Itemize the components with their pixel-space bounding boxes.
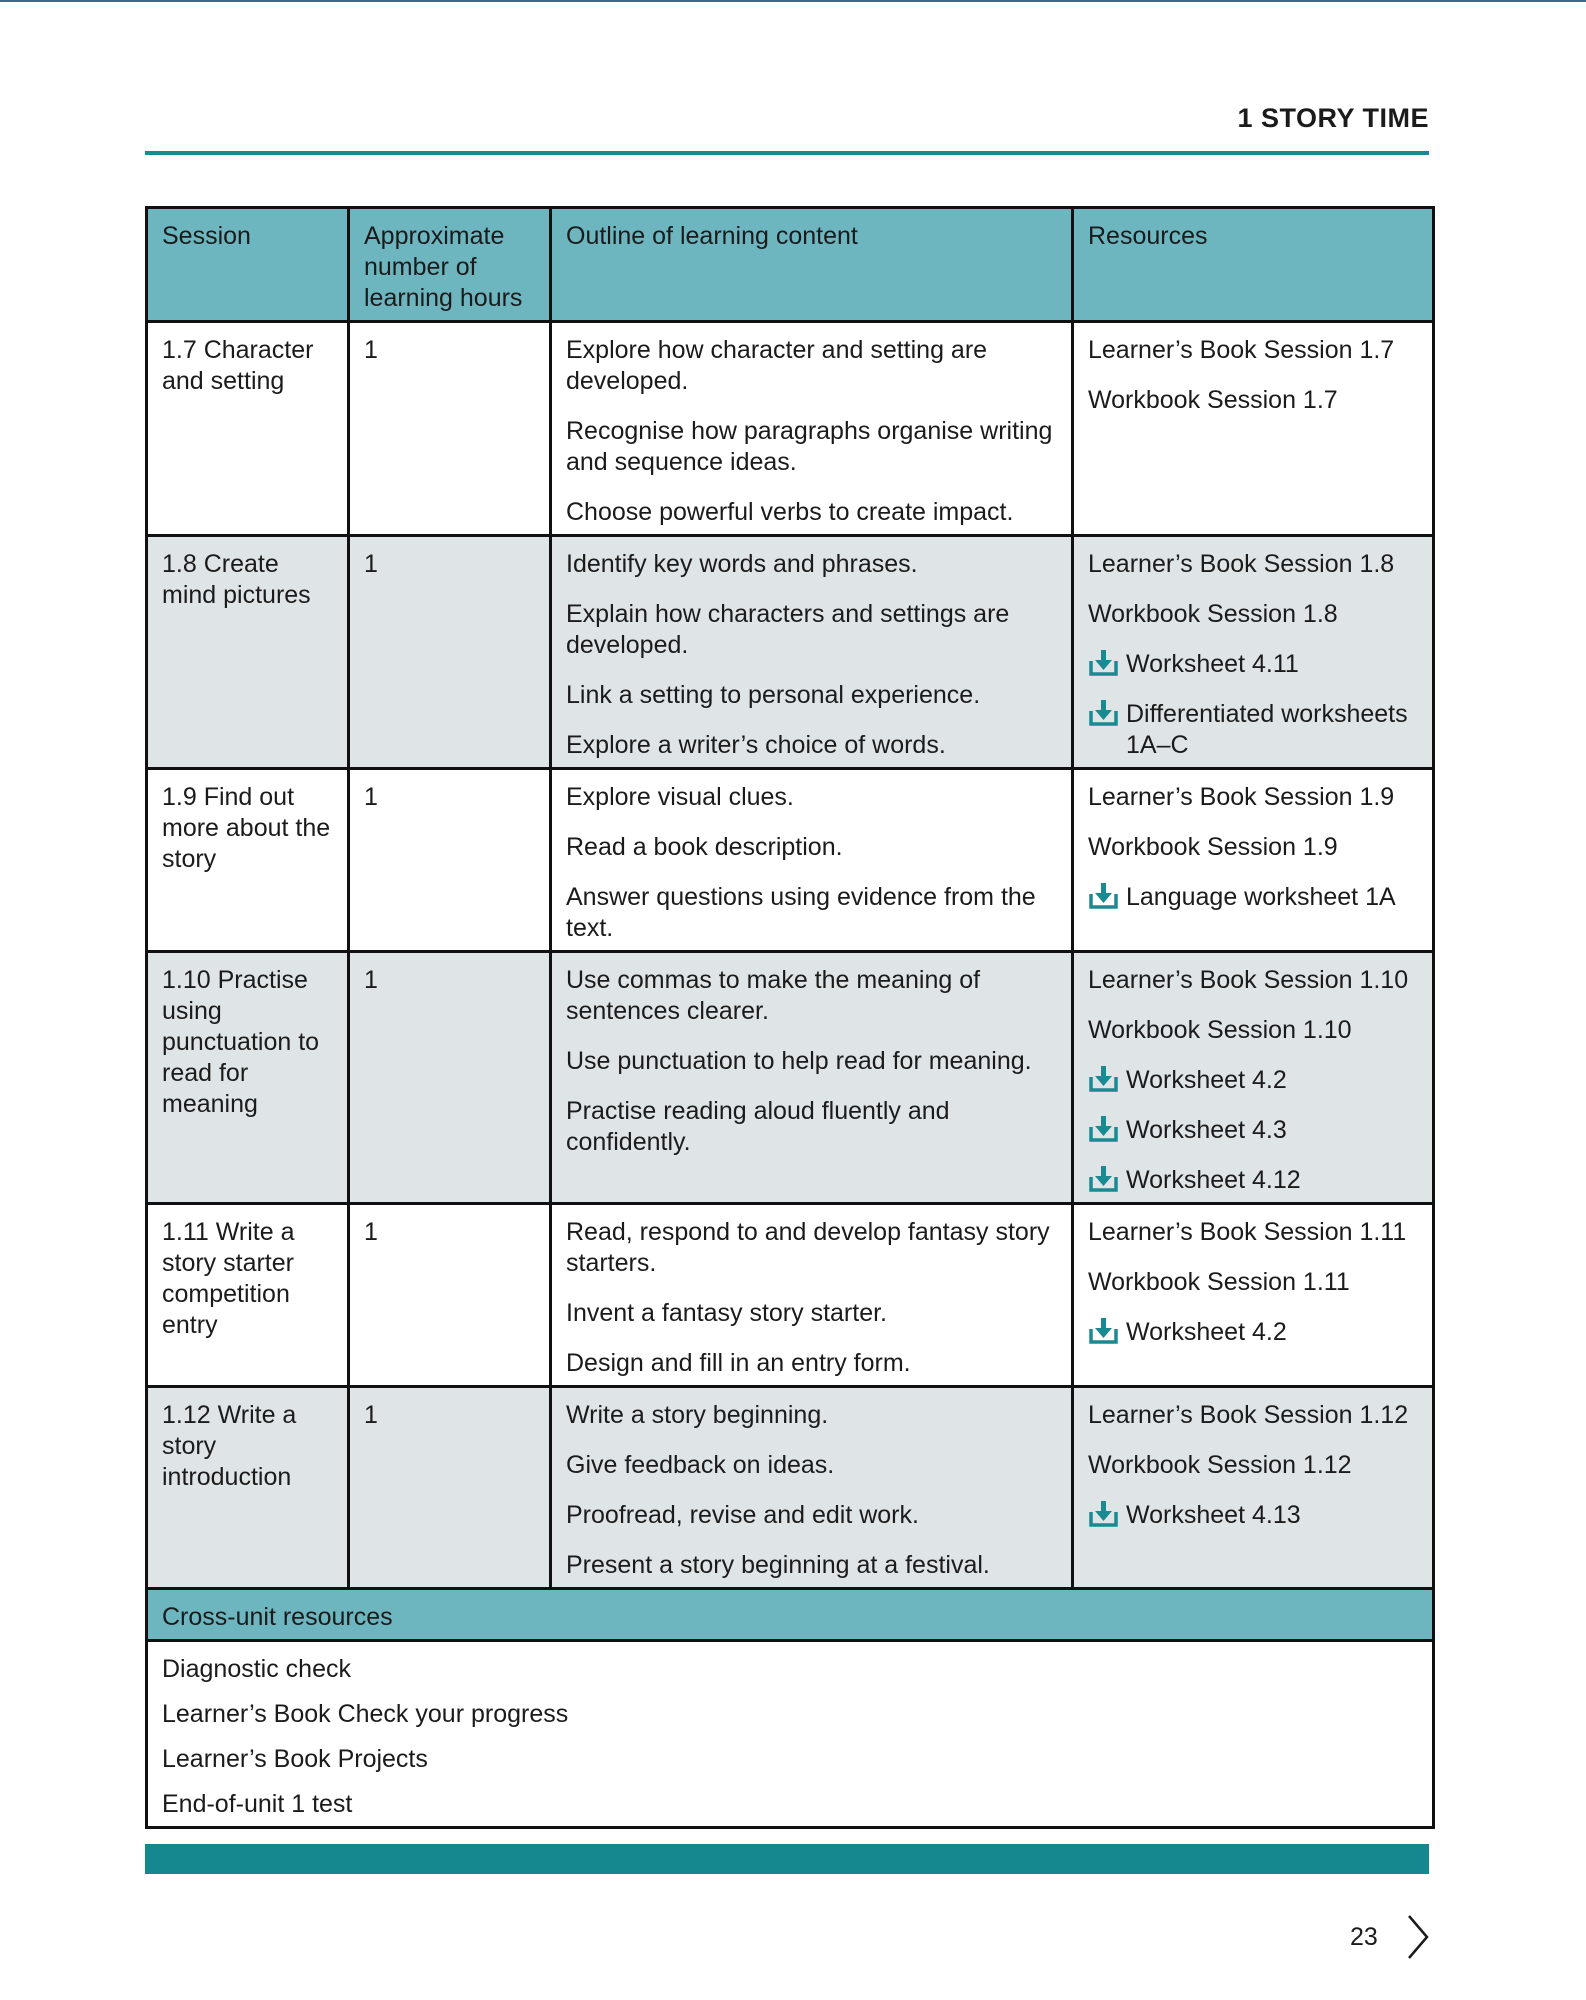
download-icon (1088, 699, 1119, 727)
resource-item (1088, 385, 1418, 416)
cross-unit-header-row (147, 1589, 1434, 1641)
download-icon (1088, 1165, 1119, 1193)
column-header-resources: Resources (1073, 208, 1434, 322)
outline-item: Recognise how paragraphs organise writing and sequence ideas. (566, 417, 1053, 476)
resource-download-link[interactable] (1088, 1065, 1418, 1096)
download-icon (1088, 1115, 1119, 1143)
resources-cell (1073, 536, 1434, 769)
resource-label: Workbook Session 1.10 (1088, 1016, 1352, 1044)
column-header-session: Session (147, 208, 349, 322)
table-row (147, 322, 1434, 536)
session-cell: 1.12 Write a story introduction (147, 1387, 349, 1589)
resource-item (1088, 549, 1418, 580)
resource-download-link[interactable] (1088, 1317, 1418, 1348)
cross-unit-item: Diagnostic check (162, 1655, 351, 1683)
outline-cell (551, 1204, 1073, 1387)
cross-unit-body-row (147, 1641, 1434, 1828)
session-cell: 1.8 Create mind pictures (147, 536, 349, 769)
resource-label: Worksheet 4.3 (1126, 1116, 1287, 1144)
resource-download-link[interactable] (1088, 1165, 1418, 1196)
resource-label: Learner’s Book Session 1.10 (1088, 966, 1409, 994)
outline-cell (551, 952, 1073, 1204)
table-row (147, 1387, 1434, 1589)
cross-unit-list (147, 1641, 1434, 1828)
resource-label: Workbook Session 1.12 (1088, 1451, 1352, 1479)
resource-label: Workbook Session 1.11 (1088, 1268, 1350, 1296)
resources-cell (1073, 769, 1434, 952)
resource-item (1088, 1450, 1418, 1481)
resource-download-link[interactable] (1088, 1500, 1418, 1531)
resource-item (1088, 1015, 1418, 1046)
resource-item (1088, 1400, 1418, 1431)
resource-label: Worksheet 4.13 (1126, 1501, 1301, 1529)
resource-label: Learner’s Book Session 1.8 (1088, 550, 1395, 578)
resource-label: Differentiated worksheets 1A–C (1126, 700, 1408, 759)
chevron-right-icon[interactable] (1406, 1914, 1430, 1960)
cross-unit-item: Learner’s Book Projects (162, 1745, 428, 1773)
resource-label: Worksheet 4.2 (1126, 1318, 1287, 1346)
resource-item (1088, 1217, 1418, 1248)
resource-label: Workbook Session 1.7 (1088, 386, 1338, 414)
outline-item: Explore how character and setting are developed. (566, 336, 988, 395)
download-icon (1088, 882, 1119, 910)
cross-unit-item: Learner’s Book Check your progress (162, 1700, 569, 1728)
download-icon (1088, 1317, 1119, 1345)
outline-item: Practise reading aloud fluently and confidently. (566, 1097, 950, 1156)
resource-label: Worksheet 4.11 (1126, 650, 1299, 678)
outline-item: Use commas to make the meaning of sentences clearer. (566, 966, 981, 1025)
resources-cell (1073, 952, 1434, 1204)
resource-label: Learner’s Book Session 1.12 (1088, 1401, 1409, 1429)
resource-label: Workbook Session 1.9 (1088, 833, 1338, 861)
outline-item: Explain how characters and settings are developed. (566, 600, 1010, 659)
outline-item: Link a setting to personal experience. (566, 681, 981, 709)
resource-label: Learner’s Book Session 1.9 (1088, 783, 1395, 811)
page-number: 23 (1350, 1923, 1378, 1951)
download-icon (1088, 649, 1119, 677)
outline-item: Answer questions using evidence from the text. (566, 883, 1036, 942)
cross-unit-title: Cross-unit resources (147, 1589, 1434, 1641)
outline-item: Present a story beginning at a festival. (566, 1551, 990, 1579)
hours-cell: 1 (349, 769, 551, 952)
outline-item: Proofread, revise and edit work. (566, 1501, 919, 1529)
session-plan-table (145, 206, 1435, 1829)
session-cell: 1.11 Write a story starter competition entry (147, 1204, 349, 1387)
outline-item: Identify key words and phrases. (566, 550, 918, 578)
hours-cell: 1 (349, 952, 551, 1204)
resource-item (1088, 965, 1418, 996)
hours-cell: 1 (349, 536, 551, 769)
table-row (147, 952, 1434, 1204)
outline-cell (551, 536, 1073, 769)
outline-cell (551, 1387, 1073, 1589)
resources-cell (1073, 1387, 1434, 1589)
resource-item (1088, 335, 1418, 366)
resource-download-link[interactable] (1088, 649, 1418, 680)
column-header-outline: Outline of learning content (551, 208, 1073, 322)
table-row (147, 536, 1434, 769)
top-edge-rule (0, 0, 1586, 2)
outline-item: Give feedback on ideas. (566, 1451, 835, 1479)
running-header-title: 1 STORY TIME (1237, 103, 1429, 133)
resources-cell (1073, 322, 1434, 536)
hours-cell: 1 (349, 322, 551, 536)
outline-item: Explore a writer’s choice of words. (566, 731, 946, 759)
resource-label: Learner’s Book Session 1.7 (1088, 336, 1395, 364)
outline-item: Read, respond to and develop fantasy story starters. (566, 1218, 1050, 1277)
session-cell: 1.10 Practise using punctuation to read for meaning (147, 952, 349, 1204)
resource-download-link[interactable] (1088, 1115, 1418, 1146)
resource-download-link[interactable] (1088, 699, 1418, 761)
resource-item (1088, 1267, 1418, 1298)
header-rule (145, 151, 1429, 155)
footer-bar (145, 1844, 1429, 1874)
outline-item: Choose powerful verbs to create impact. (566, 498, 1014, 526)
resource-item (1088, 782, 1418, 813)
hours-cell: 1 (349, 1204, 551, 1387)
table-row (147, 769, 1434, 952)
resource-item (1088, 832, 1418, 863)
resource-item (1088, 599, 1418, 630)
outline-item: Write a story beginning. (566, 1401, 829, 1429)
table-header-row (147, 208, 1434, 322)
resource-label: Workbook Session 1.8 (1088, 600, 1338, 628)
outline-item: Use punctuation to help read for meaning. (566, 1047, 1032, 1075)
session-cell: 1.7 Character and setting (147, 322, 349, 536)
session-cell: 1.9 Find out more about the story (147, 769, 349, 952)
resource-label: Language worksheet 1A (1126, 883, 1396, 911)
download-icon (1088, 1500, 1119, 1528)
hours-cell: 1 (349, 1387, 551, 1589)
outline-item: Design and fill in an entry form. (566, 1349, 911, 1377)
resource-label: Worksheet 4.12 (1126, 1166, 1301, 1194)
outline-cell (551, 769, 1073, 952)
column-header-hours: Approximate number of learning hours (349, 208, 551, 322)
resources-cell (1073, 1204, 1434, 1387)
outline-item: Invent a fantasy story starter. (566, 1299, 887, 1327)
resource-label: Learner’s Book Session 1.11 (1088, 1218, 1407, 1246)
resource-label: Worksheet 4.2 (1126, 1066, 1287, 1094)
cross-unit-item: End-of-unit 1 test (162, 1790, 353, 1818)
download-icon (1088, 1065, 1119, 1093)
table-row (147, 1204, 1434, 1387)
outline-item: Explore visual clues. (566, 783, 794, 811)
table-body (147, 322, 1434, 1589)
outline-cell (551, 322, 1073, 536)
resource-download-link[interactable] (1088, 882, 1418, 913)
outline-item: Read a book description. (566, 833, 843, 861)
